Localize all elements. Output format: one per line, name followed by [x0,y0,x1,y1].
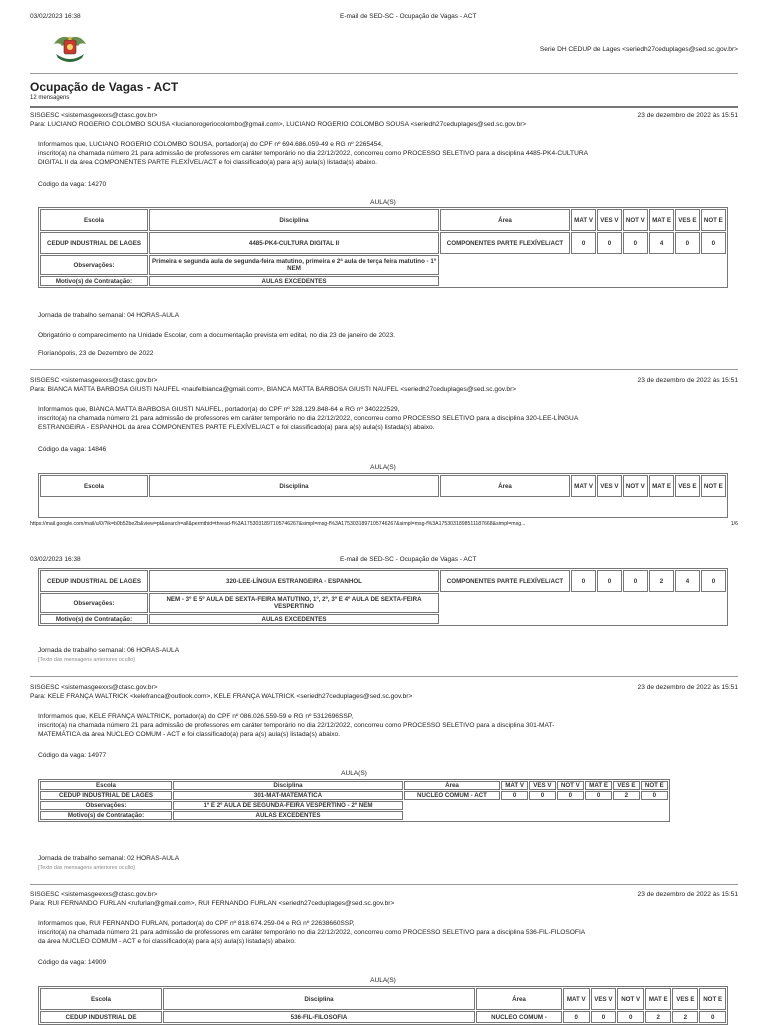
cell-not-v: 0 [557,791,584,800]
col-disciplina: Disciplina [173,781,403,790]
cell-mat-e: 4 [649,232,674,254]
motivo-label: Motivo(s) de Contratação: [40,811,172,820]
col-not-e: NOT E [701,475,726,497]
cell-area: NUCLEO COMUM - ACT [404,791,500,800]
msg4-date: 23 de dezembro de 2022 às 15:51 [637,891,738,898]
msg3-aulas-caption: AULA(S) [341,770,367,777]
msg4-aulas-caption: AULA(S) [370,977,396,984]
cell-ves-v: 0 [591,1011,617,1023]
col-escola: Escola [40,475,148,497]
msg4-body-line1: Informamos que, RUI FERNANDO FURLAN, portador(a) do CPF nº 818.674.259-04 e RG nº 22638660SSP, [38,920,355,927]
col-not-e: NOT E [701,209,726,231]
cell-not-v: 0 [623,570,648,592]
cell-mat-e: 2 [645,1011,672,1023]
obs-label: Observações: [40,801,172,810]
msg1-obrigatorio: Obrigatório o comparecimento na Unidade Escolar, com a documentação prevista em edital, no dia 23 de janeiro de 2023. [38,332,396,339]
msg2-aulas-table-header [38,473,728,518]
sed-sc-logo [50,30,90,66]
cell-escola: CEDUP INDUSTRIAL DE LAGES [40,570,148,592]
col-disciplina: Disciplina [163,988,475,1010]
msg2-body-line2: inscrito(a) na chamada número 21 para admissão de professores em caráter temporário no dia 22/12/2022, concorreu como PROCESSO SELETIVO para a disciplina 320-LEE-LÍNGUA [38,415,579,422]
motivo-label: Motivo(s) de Contratação: [40,276,148,286]
cell-mat-v: 0 [571,570,596,592]
cell-not-v: 0 [623,232,648,254]
col-not-v: NOT V [557,781,584,790]
col-area: Área [440,475,570,497]
cell-mat-v: 0 [563,1011,590,1023]
cell-escola: CEDUP INDUSTRIAL DE LAGES [40,791,172,800]
msg1-body-line3: DIGITAL II da área COMPONENTES PARTE FLEXÍVEL/ACT e foi classificado(a) para a(s) aula(s) listada(s) abaixo. [38,159,377,166]
msg3-body-line3: MATEMÁTICA da área NUCLEO COMUM - ACT e foi classificado(a) para a(s) aula(s) listada(s) abaixo. [38,731,341,738]
msg1-jornada: Jornada de trabalho semanal: 04 HORAS-AULA [38,312,180,319]
msg4-to: Para: RUI FERNANDO FURLAN <rufurlan@gmail.com>, RUI FERNANDO FURLAN <seriedh27ceduplages@sed.sc.gov.br> [30,900,395,907]
cell-not-e: 0 [701,232,726,254]
print-footer-url: https://mail.google.com/mail/u/0/?ik=b0b52be2b&view=pt&search=all&permthid=thread-f%3A1753031897105746267&simpl=msg-f%3A1753031897105746267&simpl=msg-f%3A1753031898511187668&simpl=msg... [30,521,526,527]
msg2-to: Para: BIANCA MATTA BARBOSA GIUSTI NAUFEL <naufelbianca@gmail.com>, BIANCA MATTA BARBOSA GIUSTI NAUFEL <seriedh27ceduplages@sed.sc.gov.br> [30,386,517,393]
msg2-aulas-table-body [38,568,728,626]
obs-value: Primeira e segunda aula de segunda-feira matutino, primeira e 2ª aula de terça feira matutino - 1º NEM [149,255,439,275]
msg3-jornada: Jornada de trabalho semanal: 02 HORAS-AULA [38,855,180,862]
cell-area: COMPONENTES PARTE FLEXÍVEL/ACT [440,232,570,254]
msg3-body-line2: inscrito(a) na chamada número 21 para admissão de professores em caráter temporário no dia 22/12/2022, concorreu como PROCESSO SELETIVO para a disciplina 301-MAT- [38,722,555,729]
thread-subject: Ocupação de Vagas - ACT [30,80,179,94]
cell-ves-e: 2 [613,791,640,800]
msg3-hidden-text[interactable]: [Texto das mensagens anteriores oculto] [38,865,135,871]
cell-area: COMPONENTES PARTE FLEXÍVEL/ACT [440,570,570,592]
col-ves-v: VES V [597,209,622,231]
cell-ves-e: 4 [675,570,700,592]
col-escola: Escola [40,209,148,231]
motivo-value: AULAS EXCEDENTES [149,276,439,286]
cell-mat-v: 0 [501,791,528,800]
cell-disciplina: 536-FIL-FILOSOFIA [163,1011,475,1023]
msg1-date: 23 de dezembro de 2022 às 15:51 [637,112,738,119]
col-not-v: NOT V [623,209,648,231]
msg1-aulas-caption: AULA(S) [370,199,396,206]
col-not-e: NOT E [641,781,668,790]
cell-area: NUCLEO COMUM - [476,1011,562,1023]
msg2-codigo: Código da vaga: 14846 [38,446,107,453]
msg2-jornada: Jornada de trabalho semanal: 06 HORAS-AULA [38,647,180,654]
motivo-value: AULAS EXCEDENTES [173,811,403,820]
msg3-codigo: Código da vaga: 14977 [38,752,107,759]
obs-value: NEM - 3º E 5º AULA DE SEXTA-FEIRA MATUTINO, 1º, 2º, 3º E 4º AULA DE SEXTA-FEIRA VESPERTINO [149,593,439,613]
msg1-codigo: Código da vaga: 14270 [38,181,107,188]
msg4-body-line2: inscrito(a) na chamada número 21 para admissão de professores em caráter temporário no dia 22/12/2022, concorreu como PROCESSO SELETIVO para a disciplina 536-FIL-FILOSOFIA [38,929,586,936]
obs-label: Observações: [40,593,148,613]
cell-mat-e: 2 [649,570,674,592]
cell-ves-v: 0 [529,791,556,800]
col-mat-v: MAT V [571,475,596,497]
print-header-title-p2: E-mail de SED-SC - Ocupação de Vagas - ACT [340,556,477,563]
msg4-body-line3: da área NUCLEO COMUM - ACT e foi classificado(a) para a(s) aula(s) listada(s) abaixo. [38,938,296,945]
msg3-from[interactable]: SISGESC <sistemasgeexxs@ctasc.gov.br> [30,684,158,691]
col-mat-e: MAT E [585,781,612,790]
col-mat-e: MAT E [649,475,674,497]
msg3-body-line1: Informamos que, KELE FRANÇA WALTRICK, portador(a) do CPF nº 086.026.559-59 e RG nº 5312696SSP, [38,713,354,720]
cell-not-e: 0 [641,791,668,800]
cell-not-e: 0 [701,570,726,592]
msg3-date: 23 de dezembro de 2022 às 15:51 [637,684,738,691]
msg1-body-line1: Informamos que, LUCIANO ROGERIO COLOMBO SOUSA, portador(a) do CPF nº 694.686.059-49 e RG nº 2265454, [38,141,383,148]
motivo-label: Motivo(s) de Contratação: [40,614,148,624]
msg2-date: 23 de dezembro de 2022 às 15:51 [637,377,738,384]
cell-disciplina: 301-MAT-MATEMÁTICA [173,791,403,800]
col-area: Área [476,988,562,1010]
cell-escola: CEDUP INDUSTRIAL DE [40,1011,162,1023]
cell-disciplina: 4485-PK4-CULTURA DIGITAL II [149,232,439,254]
col-ves-e: VES E [672,988,698,1010]
col-mat-v: MAT V [571,209,596,231]
col-ves-e: VES E [675,209,700,231]
col-ves-v: VES V [597,475,622,497]
col-disciplina: Disciplina [149,209,439,231]
col-mat-v: MAT V [563,988,590,1010]
msg3-aulas-table [38,779,670,822]
msg1-body-line2: inscrito(a) na chamada número 21 para admissão de professores em caráter temporário no dia 22/12/2022, concorreu como PROCESSO SELETIVO para a disciplina 4485-PK4-CULTURA [38,150,588,157]
col-mat-v: MAT V [501,781,528,790]
col-ves-e: VES E [675,475,700,497]
col-escola: Escola [40,988,162,1010]
msg3-to: Para: KELE FRANÇA WALTRICK <kelefranca@outlook.com>, KELE FRANÇA WALTRICK <seriedh27ceduplages@sed.sc.gov.br> [30,693,413,700]
print-footer-page: 1/6 [730,521,738,527]
col-mat-e: MAT E [645,988,672,1010]
msg4-aulas-table [38,986,728,1025]
msg1-local-data: Florianópolis, 23 de Dezembro de 2022 [38,350,154,357]
cell-disciplina: 320-LEE-LÍNGUA ESTRANGEIRA - ESPANHOL [149,570,439,592]
print-header-title: E-mail de SED-SC - Ocupação de Vagas - ACT [340,13,477,20]
cell-not-v: 0 [617,1011,644,1023]
col-disciplina: Disciplina [149,475,439,497]
col-not-v: NOT V [623,475,648,497]
obs-label: Observações: [40,255,148,275]
col-area: Área [440,209,570,231]
msg2-from[interactable]: SISGESC <sistemasgeexxs@ctasc.gov.br> [30,377,158,384]
print-header-date: 03/02/2023 16:38 [30,13,81,20]
cell-ves-v: 0 [597,232,622,254]
msg2-aulas-caption: AULA(S) [370,464,396,471]
msg2-body-line3: ESTRANGEIRA - ESPANHOL da área COMPONENTES PARTE FLEXÍVEL/ACT e foi classificado(a) para a(s) aula(s) listada(s) abaixo. [38,424,435,431]
col-ves-e: VES E [613,781,640,790]
col-ves-v: VES V [529,781,556,790]
col-not-e: NOT E [699,988,726,1010]
msg1-from[interactable]: SISGESC <sistemasgeexxs@ctasc.gov.br> [30,112,158,119]
col-ves-v: VES V [591,988,617,1010]
col-not-v: NOT V [617,988,644,1010]
msg2-body-line1: Informamos que, BIANCA MATTA BARBOSA GIUSTI NAUFEL, portador(a) do CPF nº 328.129.848-64 e RG nº 340222529, [38,406,400,413]
cell-mat-v: 0 [571,232,596,254]
account-sender: Serie DH CEDUP de Lages <seriedh27ceduplages@sed.sc.gov.br> [539,46,738,53]
msg4-codigo: Código da vaga: 14909 [38,959,107,966]
msg4-from[interactable]: SISGESC <sistemasgeexxs@ctasc.gov.br> [30,891,158,898]
obs-value: 1º E 2º AULA DE SEGUNDA-FEIRA VESPERTINO - 2º NEM [173,801,403,810]
cell-ves-v: 0 [597,570,622,592]
cell-ves-e: 2 [672,1011,698,1023]
cell-ves-e: 0 [675,232,700,254]
motivo-value: AULAS EXCEDENTES [149,614,439,624]
col-area: Área [404,781,500,790]
col-escola: Escola [40,781,172,790]
msg1-to: Para: LUCIANO ROGERIO COLOMBO SOUSA <lucianorogeriocolombo@gmail.com>, LUCIANO ROGERIO COLOMBO SOUSA <seriedh27ceduplages@sed.sc.gov.br> [30,121,527,128]
msg1-aulas-table [38,207,728,288]
message-count: 12 mensagens [30,95,70,101]
cell-not-e: 0 [699,1011,726,1023]
cell-mat-e: 0 [585,791,612,800]
col-mat-e: MAT E [649,209,674,231]
cell-escola: CEDUP INDUSTRIAL DE LAGES [40,232,148,254]
msg2-hidden-text[interactable]: [Texto das mensagens anteriores oculto] [38,657,135,663]
print-header-date-p2: 03/02/2023 16:38 [30,556,81,563]
